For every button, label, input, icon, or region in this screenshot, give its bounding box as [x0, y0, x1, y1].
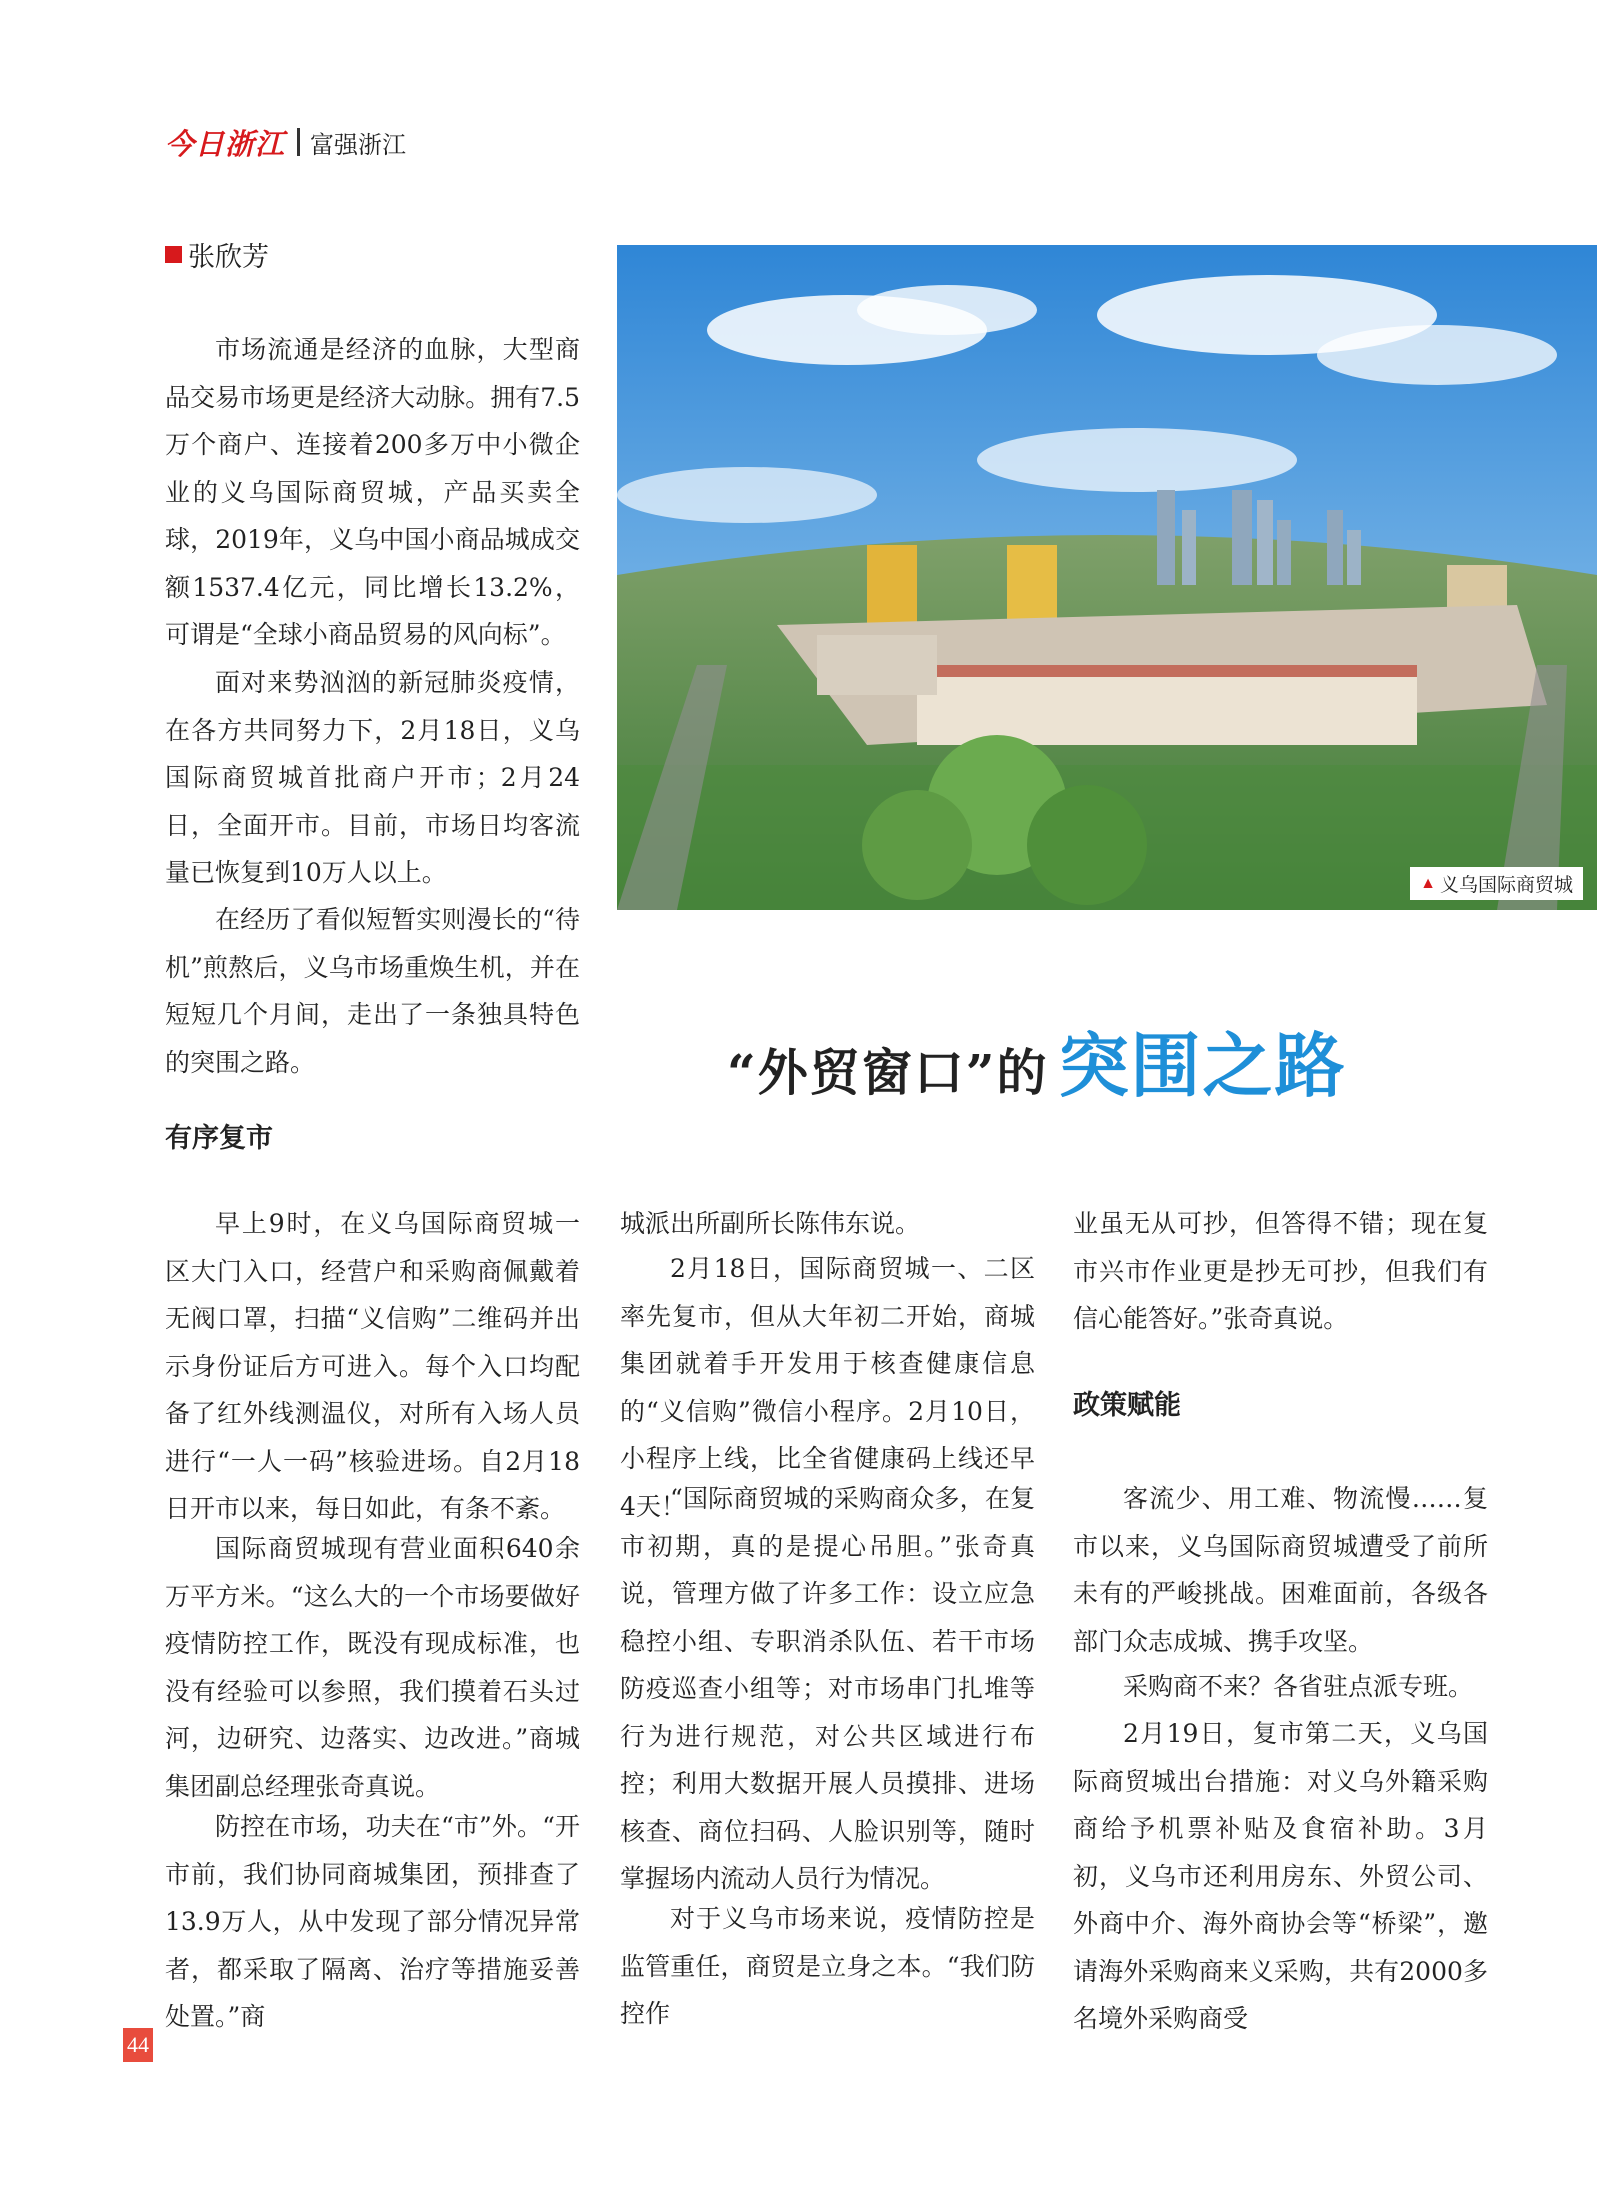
section-heading: 有序复市 [165, 1123, 273, 1153]
section-label: 富强浙江 [310, 131, 407, 159]
paragraph: 业虽无从可抄，但答得不错；现在复市兴市作业更是抄无可抄，但我们有信心能答好。”张奇真说。 [1073, 1209, 1488, 1333]
paragraph: 对于义乌市场来说，疫情防控是监管重任，商贸是立身之本。“我们防控作 [620, 1904, 1035, 2028]
page-number: 44 [123, 2028, 153, 2062]
market-photo [617, 245, 1597, 910]
paragraph: 2月19日，复市第二天，义乌国际商贸城出台措施：对义乌外籍采购商给予机票补贴及食宿补助。3月初，义乌市还利用房东、外贸公司、外商中介、海外商协会等“桥梁”，邀请海外采购商来义采购，共有2000多名境外采购商受 [1073, 1719, 1488, 2033]
paragraph: 采购商不来？各省驻点派专班。 [1123, 1672, 1474, 1701]
paragraph: 国际商贸城现有营业面积640余万平方米。“这么大的一个市场要做好疫情防控工作，既没有现成标准，也没有经验可以参照，我们摸着石头过河，边研究、边落实、边改进。”商城集团副总经理张奇真说。 [165, 1534, 580, 1801]
photo-caption [1410, 867, 1583, 900]
photo-caption-text: 义乌国际商贸城 [1439, 875, 1573, 896]
brand-logo: 今日浙江 [165, 126, 286, 161]
paragraph: “国际商贸城的采购商众多，在复市初期，真的是提心吊胆。”张奇真说，管理方做了许多工作：设立应急稳控小组、专职消杀队伍、若干市场防疫巡查小组等；对市场串门扎堆等行为进行规范，对公共区域进行布控；利用大数据开展人员摸排、进场核查、商位扫码、人脸识别等，随时掌握场内流动人员行为情况。 [620, 1484, 1035, 1893]
author-name: 张欣芳 [188, 242, 269, 272]
red-square-icon [165, 246, 182, 263]
paragraph: 市场流通是经济的血脉，大型商品交易市场更是经济大动脉。拥有7.5万个商户、连接着200多万中小微企业的义乌国际商贸城，产品买卖全球，2019年，义乌中国小商品城成交额1537.4亿元，同比增长13.2%，可谓是“全球小商品贸易的风向标”。 [165, 335, 580, 649]
paragraph: 防控在市场，功夫在“市”外。“开市前，我们协同商城集团，预排查了13.9万人，从中发现了部分情况异常者，都采取了隔离、治疗等措施妥善处置。”商 [165, 1812, 580, 2031]
article-title [727, 1010, 1347, 1111]
paragraph: 2月18日，国际商贸城一、二区率先复市，但从大年初二开始，商城集团就着手开发用于核查健康信息的“义信购”微信小程序。2月10日，小程序上线，比全省健康码上线还早4天！ [620, 1254, 1035, 1521]
title-part1: “外贸窗口”的 [727, 1043, 1049, 1102]
paragraph: 客流少、用工难、物流慢……复市以来，义乌国际商贸城遭受了前所未有的严峻挑战。困难面前，各级各部门众志成城、携手攻坚。 [1073, 1484, 1488, 1656]
paragraph: 早上9时，在义乌国际商贸城一区大门入口，经营户和采购商佩戴着无阀口罩，扫描“义信购”二维码并出示身份证后方可进入。每个入口均配备了红外线测温仪，对所有入场人员进行“一人一码”核验进场。自2月18日开市以来，每日如此，有条不紊。 [165, 1209, 580, 1523]
paragraph: 城派出所副所长陈伟东说。 [620, 1209, 921, 1238]
paragraph: 在经历了看似短暂实则漫长的“待机”煎熬后，义乌市场重焕生机，并在短短几个月间，走出了一条独具特色的突围之路。 [165, 905, 580, 1077]
section-heading: 政策赋能 [1073, 1390, 1181, 1420]
title-part2: 突围之路 [1058, 1025, 1347, 1107]
triangle-icon: ▲ [1420, 874, 1436, 892]
author-byline [165, 235, 269, 274]
magazine-header [165, 122, 406, 162]
market-aerial-illustration [617, 245, 1597, 910]
paragraph: 面对来势汹汹的新冠肺炎疫情，在各方共同努力下，2月18日，义乌国际商贸城首批商户开市；2月24日，全面开市。目前，市场日均客流量已恢复到10万人以上。 [165, 668, 580, 887]
header-divider [297, 128, 300, 156]
